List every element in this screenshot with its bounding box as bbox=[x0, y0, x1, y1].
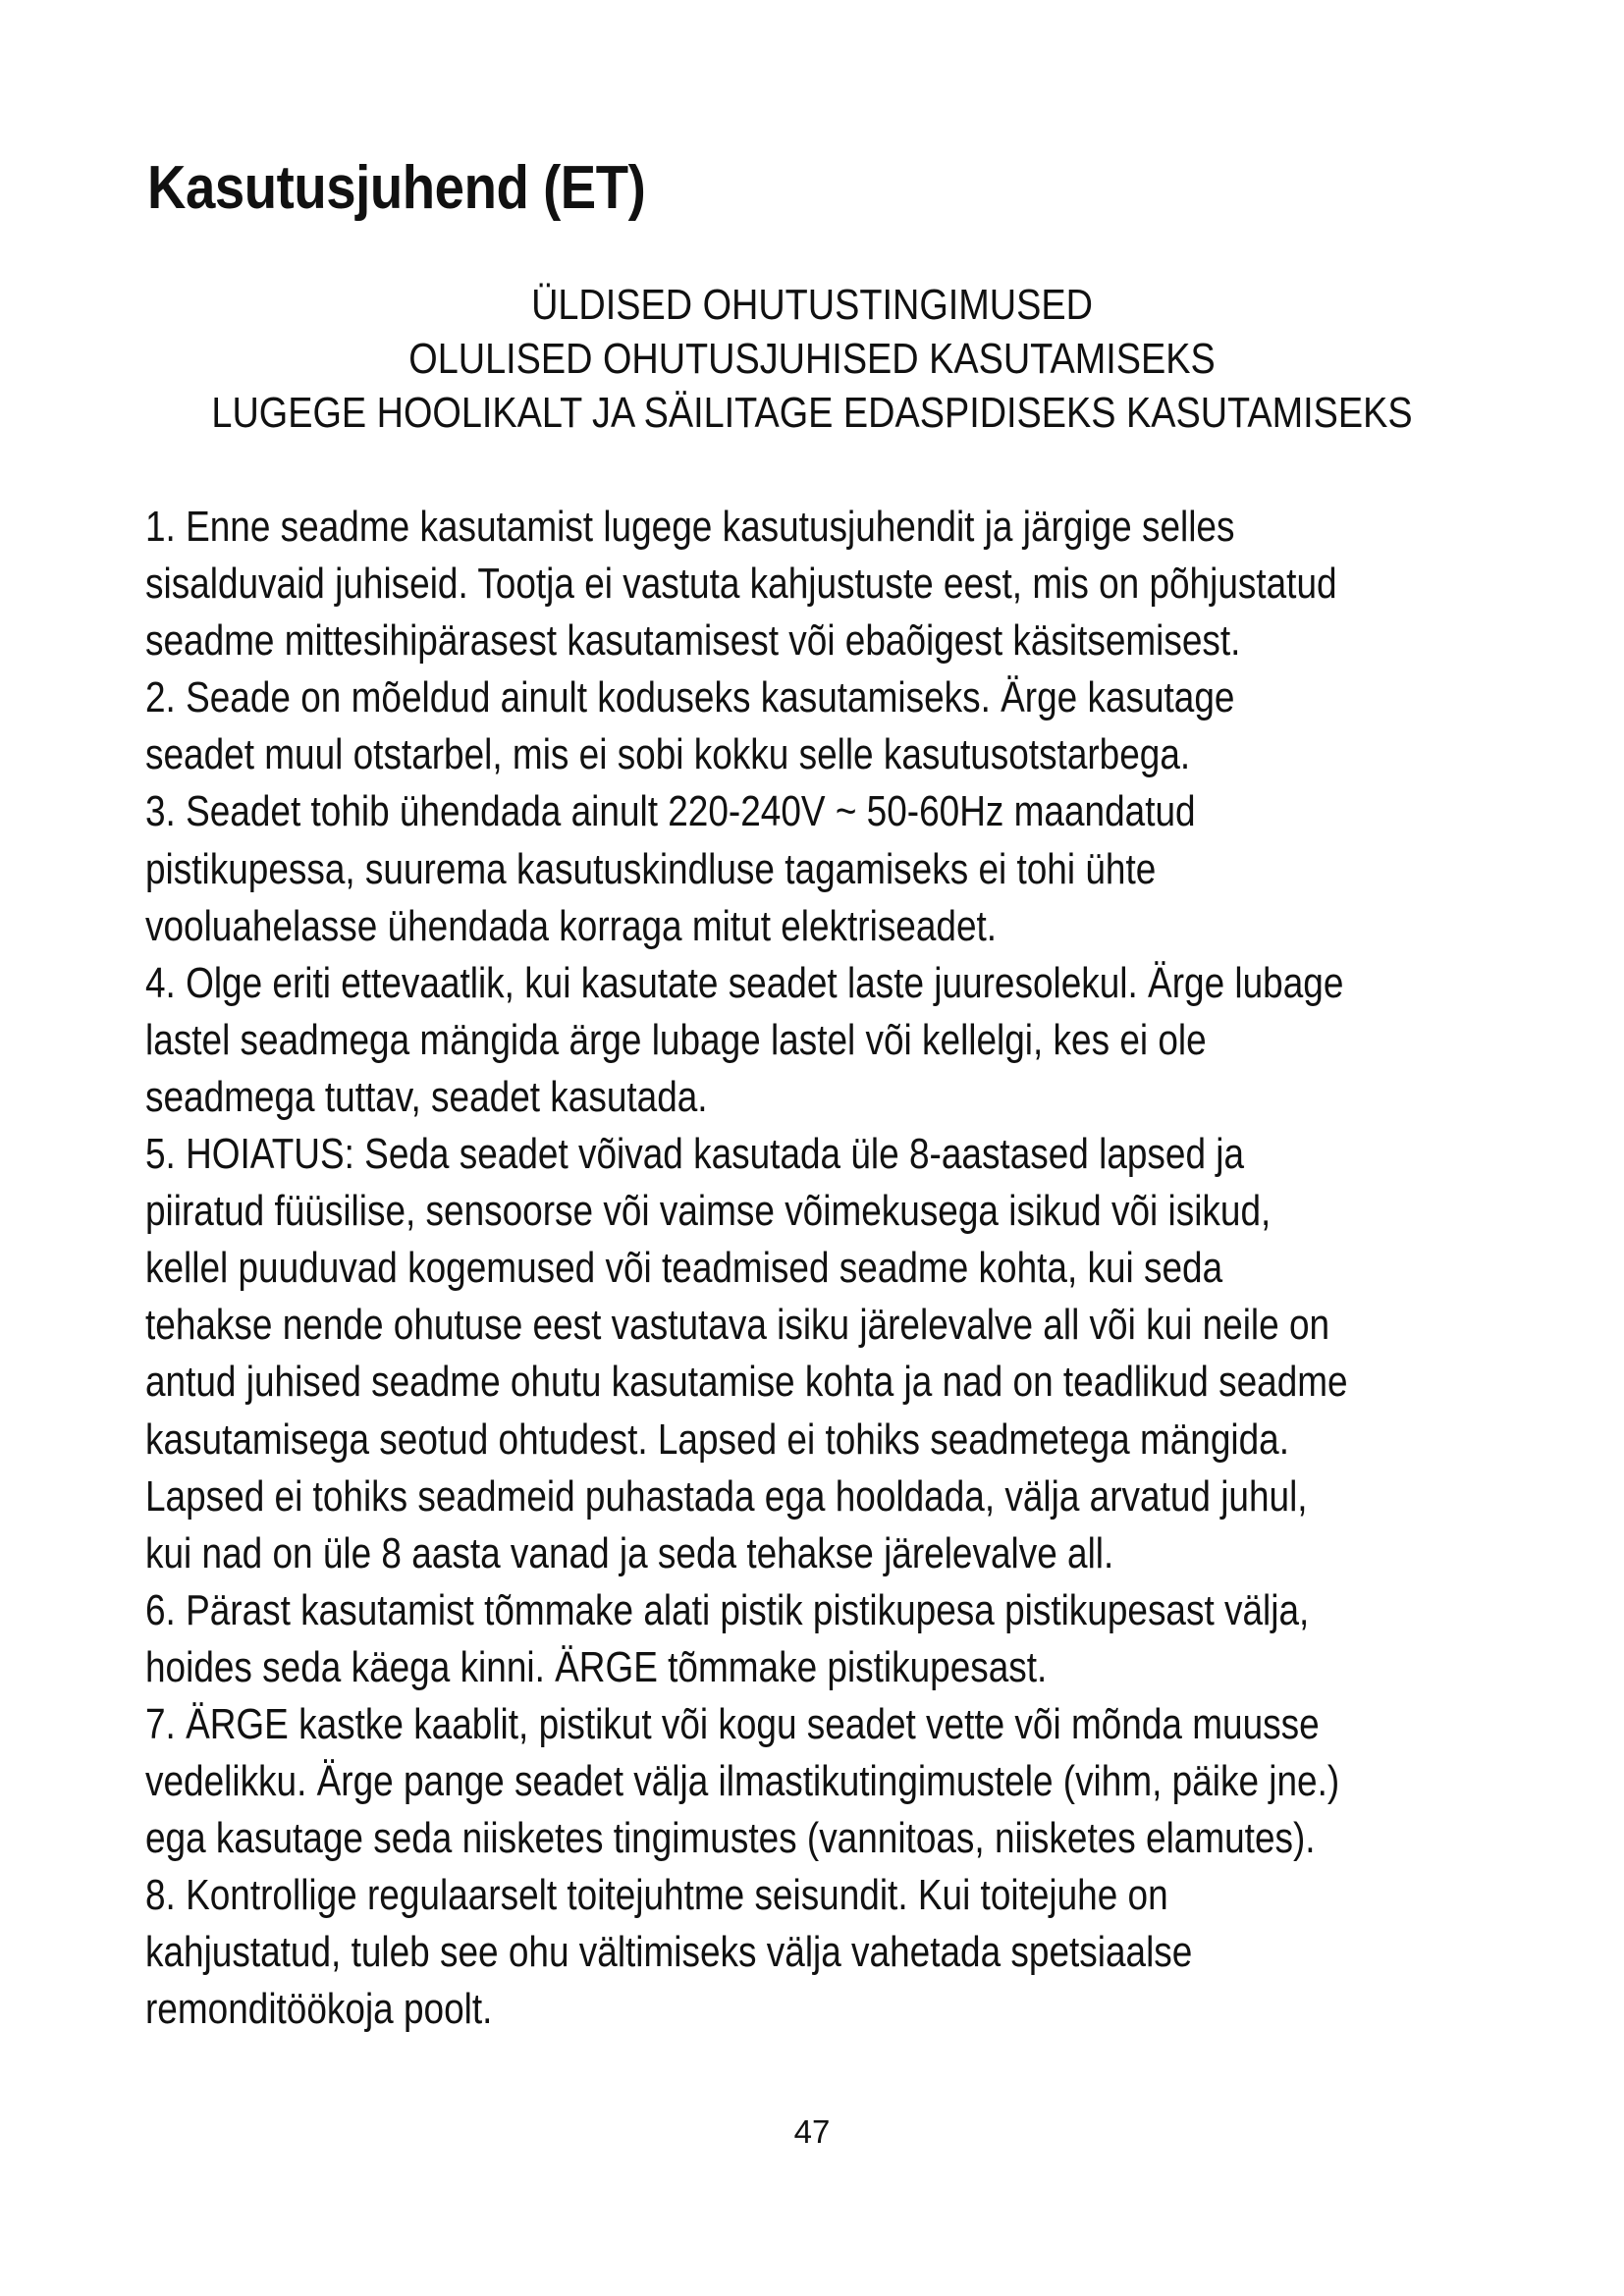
page-title: Kasutusjuhend (ET) bbox=[147, 154, 646, 222]
instruction-line: 4. Olge eriti ettevaatlik, kui kasutate seadet laste juuresolekul. Ärge lubage bbox=[145, 958, 1344, 1007]
instruction-line: 3. Seadet tohib ühendada ainult 220-240V ~ 50-60Hz maandatud bbox=[145, 787, 1196, 836]
instruction-line: 6. Pärast kasutamist tõmmake alati pistik pistikupesa pistikupesast välja, bbox=[145, 1585, 1310, 1634]
instruction-line: Lapsed ei tohiks seadmeid puhastada ega hooldada, välja arvatud juhul, bbox=[145, 1471, 1308, 1521]
safety-header bbox=[0, 278, 1624, 440]
instruction-line: pistikupessa, suurema kasutuskindluse tagamiseks ei tohi ühte bbox=[145, 844, 1157, 893]
instruction-line: vooluahelasse ühendada korraga mitut elektriseadet. bbox=[145, 901, 998, 950]
safety-instructions bbox=[145, 499, 1577, 2039]
instruction-line: 7. ÄRGE kastke kaablit, pistikut või kogu seadet vette või mõnda muusse bbox=[145, 1699, 1320, 1748]
instruction-line: lastel seadmega mängida ärge lubage lastel või kellelgi, kes ei ole bbox=[145, 1015, 1207, 1064]
instruction-line: 1. Enne seadme kasutamist lugege kasutusjuhendit ja järgige selles bbox=[145, 503, 1235, 551]
instruction-line: hoides seda käega kinni. ÄRGE tõmmake pistikupesast. bbox=[145, 1642, 1048, 1691]
instruction-line: seadme mittesihipärasest kasutamisest või ebaõigest käsitsemisest. bbox=[145, 616, 1241, 666]
instruction-line: sisalduvaid juhiseid. Tootja ei vastuta kahjustuste eest, mis on põhjustatud bbox=[145, 560, 1337, 609]
instruction-line: vedelikku. Ärge pange seadet välja ilmastikutingimustele (vihm, päike jne.) bbox=[145, 1757, 1340, 1806]
instruction-line: kahjustatud, tuleb see ohu vältimiseks välja vahetada spetsiaalse bbox=[145, 1928, 1193, 1977]
instruction-line: kasutamisega seotud ohtudest. Lapsed ei tohiks seadmetega mängida. bbox=[145, 1415, 1290, 1464]
page-number: 47 bbox=[793, 2113, 831, 2150]
instruction-line: seadmega tuttav, seadet kasutada. bbox=[145, 1072, 708, 1121]
header-line: ÜLDISED OHUTUSTINGIMUSED bbox=[531, 281, 1093, 329]
instruction-line: antud juhised seadme ohutu kasutamise kohta ja nad on teadlikud seadme bbox=[145, 1358, 1348, 1407]
instruction-line: 2. Seade on mõeldud ainult koduseks kasutamiseks. Ärge kasutage bbox=[145, 673, 1235, 722]
instruction-line: remonditöökoja poolt. bbox=[145, 1985, 493, 2034]
header-line: OLULISED OHUTUSJUHISED KASUTAMISEKS bbox=[408, 335, 1216, 383]
instruction-line: seadet muul otstarbel, mis ei sobi kokku selle kasutusotstarbega. bbox=[145, 730, 1191, 779]
instruction-line: 8. Kontrollige regulaarselt toitejuhtme seisundit. Kui toitejuhe on bbox=[145, 1871, 1168, 1920]
header-line: LUGEGE HOOLIKALT JA SÄILITAGE EDASPIDISEKS KASUTAMISEKS bbox=[211, 389, 1413, 437]
instruction-line: 5. HOIATUS: Seda seadet võivad kasutada üle 8-aastased lapsed ja bbox=[145, 1130, 1245, 1179]
instruction-line: tehakse nende ohutuse eest vastutava isiku järelevalve all või kui neile on bbox=[145, 1301, 1330, 1350]
instruction-line: kellel puuduvad kogemused või teadmised seadme kohta, kui seda bbox=[145, 1244, 1223, 1293]
instruction-line: kui nad on üle 8 aasta vanad ja seda tehakse järelevalve all. bbox=[145, 1528, 1114, 1577]
instruction-line: ega kasutage seda niisketes tingimustes (vannitoas, niisketes elamutes). bbox=[145, 1814, 1316, 1863]
instruction-line: piiratud füüsilise, sensoorse või vaimse võimekusega isikud või isikud, bbox=[145, 1187, 1272, 1236]
